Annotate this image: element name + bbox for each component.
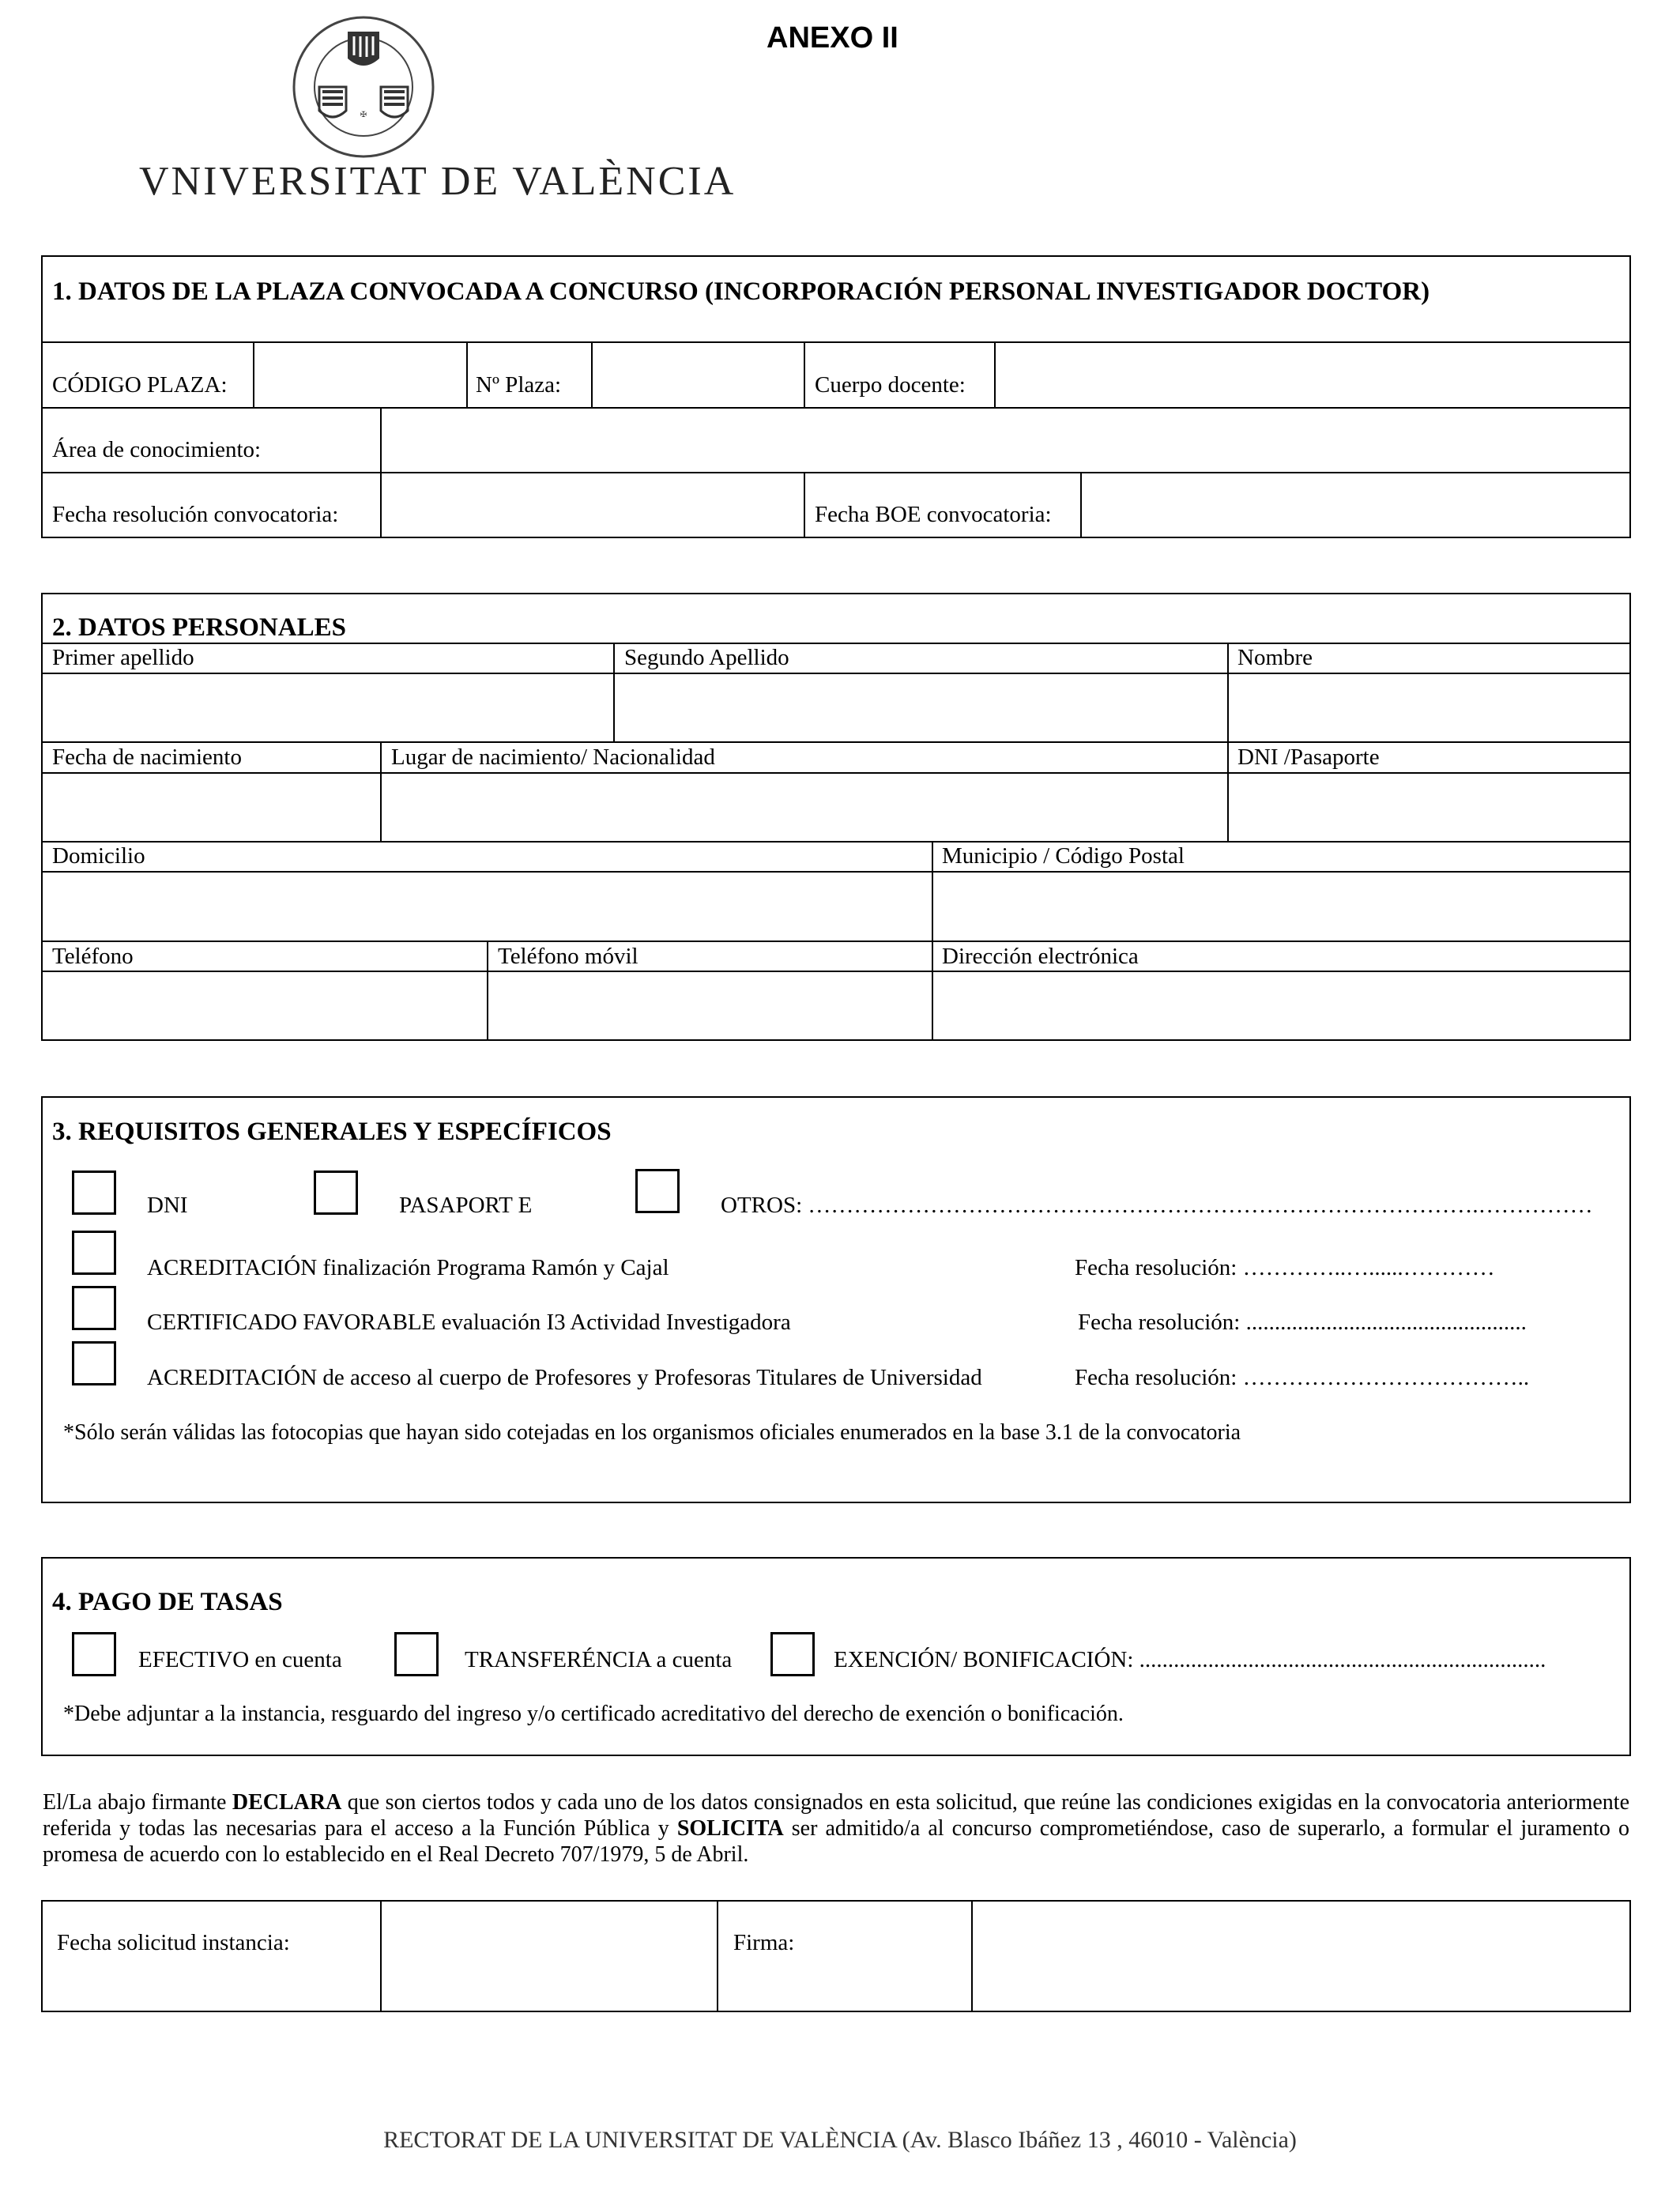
fecha-boe-field[interactable] [1082, 473, 1629, 537]
certificado-i3-label: CERTIFICADO FAVORABLE evaluación I3 Actividad Investigadora [147, 1310, 791, 1335]
svg-text:✠: ✠ [360, 111, 367, 119]
lugar-nacimiento-field[interactable] [382, 774, 1226, 839]
certificado-i3-checkbox[interactable] [72, 1286, 116, 1330]
dni-checkbox[interactable] [72, 1171, 116, 1215]
telefono-field[interactable] [43, 972, 485, 1039]
fecha-solicitud-field[interactable] [382, 1902, 715, 2011]
exencion-label: EXENCIÓN/ BONIFICACIÓN: ....................................................................... [834, 1647, 1546, 1672]
pago-tasas-note: *Debe adjuntar a la instancia, resguardo del ingreso y/o certificado acreditativo del derecho de exención o bonificación. [63, 1702, 1124, 1726]
section1-title: 1. DATOS DE LA PLAZA CONVOCADA A CONCURSO (INCORPORACIÓN PERSONAL INVESTIGADOR DOCTOR) [52, 277, 1430, 306]
annex-title: ANEXO II [767, 21, 898, 55]
declaration-text-1: El/La abajo firmante [43, 1790, 232, 1815]
fecha-solicitud-label: Fecha solicitud instancia: [57, 1930, 290, 1955]
declara-keyword: DECLARA [232, 1790, 342, 1815]
solicita-keyword: SOLICITA [676, 1816, 784, 1841]
segundo-apellido-label: Segundo Apellido [624, 645, 789, 670]
fecha-resolucion-titulares[interactable]: Fecha resolución: ……………………………….. [1075, 1365, 1530, 1390]
pasaporte-option-label: PASAPORT E [399, 1193, 533, 1218]
segundo-apellido-field[interactable] [615, 674, 1226, 740]
fecha-nacimiento-label: Fecha de nacimiento [52, 745, 242, 770]
section3-title: 3. REQUISITOS GENERALES Y ESPECÍFICOS [52, 1118, 612, 1146]
dni-pasaporte-field[interactable] [1229, 774, 1629, 839]
footer-address: RECTORAT DE LA UNIVERSITAT DE VALÈNCIA (Av. Blasco Ibáñez 13 , 46010 - València) [383, 2127, 1297, 2153]
municipio-field[interactable] [933, 873, 1629, 939]
acreditacion-titulares-label: ACREDITACIÓN de acceso al cuerpo de Profesores y Profesoras Titulares de Universidad [147, 1365, 982, 1390]
firma-label: Firma: [733, 1930, 795, 1955]
cuerpo-docente-field[interactable] [996, 343, 1629, 405]
nombre-field[interactable] [1229, 674, 1629, 740]
fecha-resolucion-field[interactable] [382, 473, 802, 537]
codigo-plaza-label: CÓDIGO PLAZA: [52, 372, 228, 398]
efectivo-checkbox[interactable] [72, 1632, 116, 1676]
section4-title: 4. PAGO DE TASAS [52, 1588, 283, 1616]
cuerpo-docente-label: Cuerpo docente: [815, 372, 966, 398]
primer-apellido-label: Primer apellido [52, 645, 194, 670]
fecha-resolucion-ryc[interactable]: Fecha resolución: …………..…......………… [1075, 1255, 1495, 1280]
acreditacion-ryc-label: ACREDITACIÓN finalización Programa Ramón y Cajal [147, 1255, 669, 1280]
university-name: VNIVERSITAT DE VALÈNCIA [139, 159, 736, 204]
area-conocimiento-field[interactable] [382, 409, 1629, 470]
num-plaza-label: Nº Plaza: [476, 372, 562, 398]
firma-field[interactable] [973, 1902, 1629, 2011]
municipio-label: Municipio / Código Postal [942, 843, 1185, 869]
requisitos-note: *Sólo serán válidas las fotocopias que hayan sido cotejadas en los organismos oficiales enumerados en la base 3.1 de la convocatoria [63, 1420, 1241, 1445]
fecha-nacimiento-field[interactable] [43, 774, 379, 839]
num-plaza-field[interactable] [593, 343, 802, 405]
area-conocimiento-label: Área de conocimiento: [52, 437, 262, 462]
declaration-text-2: que son ciertos todos y cada uno de los datos consignados en esta solicitud, que reúne las condiciones exigidas en la convocatoria anteriormente referida y todas las necesarias para el acceso a la Función Pública y [43, 1790, 1629, 1841]
telefono-movil-label: Teléfono móvil [498, 944, 638, 969]
transferencia-checkbox[interactable] [394, 1632, 439, 1676]
telefono-label: Teléfono [52, 944, 134, 969]
fecha-resolucion-label: Fecha resolución convocatoria: [52, 502, 339, 527]
telefono-movil-field[interactable] [488, 972, 930, 1039]
email-field[interactable] [933, 972, 1629, 1039]
codigo-plaza-field[interactable] [254, 343, 465, 405]
efectivo-label: EFECTIVO en cuenta [138, 1647, 342, 1672]
exencion-checkbox[interactable] [770, 1632, 815, 1676]
domicilio-field[interactable] [43, 873, 930, 939]
section2-title: 2. DATOS PERSONALES [52, 613, 346, 642]
fecha-resolucion-i3[interactable]: Fecha resolución: ................................................. [1078, 1310, 1527, 1335]
pasaporte-checkbox[interactable] [314, 1171, 358, 1215]
primer-apellido-field[interactable] [43, 674, 612, 740]
lugar-nacimiento-label: Lugar de nacimiento/ Nacionalidad [391, 745, 715, 770]
acreditacion-ryc-checkbox[interactable] [72, 1231, 116, 1275]
dni-pasaporte-label: DNI /Pasaporte [1237, 745, 1380, 770]
otros-checkbox[interactable] [635, 1169, 680, 1213]
transferencia-label: TRANSFERÉNCIA a cuenta [465, 1647, 733, 1672]
nombre-label: Nombre [1237, 645, 1313, 670]
acreditacion-titulares-checkbox[interactable] [72, 1341, 116, 1385]
email-label: Dirección electrónica [942, 944, 1139, 969]
fecha-boe-label: Fecha BOE convocatoria: [815, 502, 1052, 527]
domicilio-label: Domicilio [52, 843, 145, 869]
declaration-text-3: ser admitido/a al concurso comprometiéndose, caso de superarlo, a formular el juramento o promesa de acuerdo con lo establecido en el Real Decreto 707/1979, 5 de Abril. [43, 1816, 1630, 1867]
dni-option-label: DNI [147, 1193, 188, 1218]
declaration-paragraph [43, 1789, 1629, 1868]
otros-option-label: OTROS: …………………………………………………………………………….…………… [721, 1193, 1593, 1218]
